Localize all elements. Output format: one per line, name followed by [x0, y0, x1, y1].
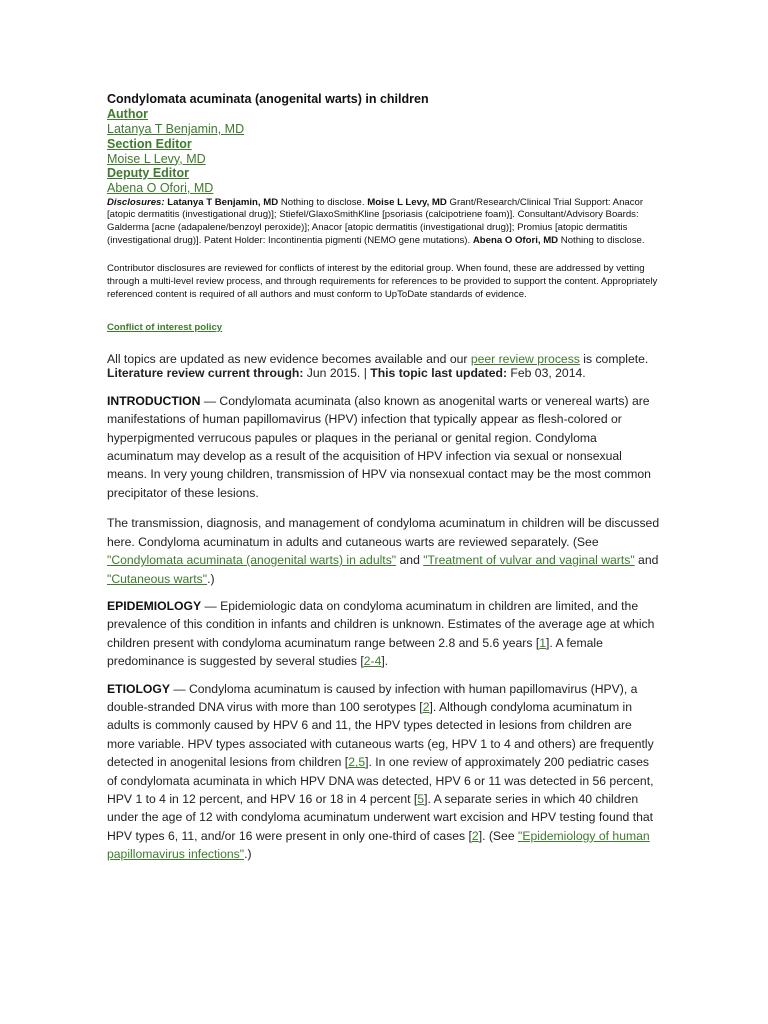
etiology-text-5: ]. (See	[478, 828, 518, 843]
disclosures-label: Disclosures:	[107, 196, 165, 208]
adult-condylomata-link[interactable]: "Condylomata acuminata (anogenital warts) in adults"	[107, 553, 397, 568]
etiology-paragraph	[107, 680, 660, 864]
disclosure-text-2: Grant/Research/Clinical Trial Support: Anacor [atopic dermatitis (investigational drug)]; Stiefel/GlaxoSmithKline [psoriasis (calcipotriene foam)]. Consultant/Advisory Boards: Galderma [acne (adapalene/benzoyl peroxide)]; Anacor [atopic dermatitis (investigational drug)]; Promius [atopic dermatitis (investigational drug)]. Patent Holder: Incontinentia pigmenti (NEMO gene mutations).	[107, 196, 644, 247]
etiology-text-1: — Condyloma acuminatum is caused by infection with human papillomavirus (HPV), a double-stranded DNA virus with more than 100 serotypes [	[107, 681, 638, 714]
vulvar-warts-link[interactable]: "Treatment of vulvar and vaginal warts"	[423, 553, 635, 568]
update-text-end: is complete.	[579, 351, 649, 366]
etiology-ref-4-link[interactable]: 2	[471, 828, 479, 843]
disclosure-name-3: Abena O Ofori, MD	[472, 235, 559, 247]
epidemiology-heading: EPIDEMIOLOGY	[107, 598, 202, 613]
last-updated-label: This topic last updated:	[370, 365, 508, 380]
lit-review-label: Literature review current through:	[107, 365, 304, 380]
epidemiology-ref-1-link[interactable]: 1	[539, 635, 547, 650]
conflict-of-interest-link[interactable]: Conflict of interest policy	[107, 321, 223, 333]
scope-and-1: and	[396, 553, 424, 568]
etiology-heading: ETIOLOGY	[107, 681, 170, 696]
deputy-editor-name-link[interactable]: Abena O Ofori, MD	[107, 181, 214, 195]
introduction-heading: INTRODUCTION	[107, 393, 201, 408]
update-info	[107, 352, 660, 380]
disclosure-text-3: Nothing to disclose.	[558, 235, 645, 247]
etiology-ref-3-link[interactable]: 5	[417, 791, 425, 806]
section-editor-name-link[interactable]: Moise L Levy, MD	[107, 151, 206, 166]
author-heading-link[interactable]: Author	[107, 107, 148, 121]
disclosure-name-1: Latanya T Benjamin, MD	[167, 196, 279, 208]
epidemiology-text-2: ]. A female predominance is suggested by several studies [	[107, 635, 603, 669]
introduction-paragraph	[107, 392, 660, 502]
etiology-text-4: ]. A separate series in which 40 children under the age of 12 with condyloma acuminatum underwent wart excision and HPV testing found that HPV types 6, 11, and/or 16 were present in only one-third of cases [	[107, 791, 654, 843]
epidemiology-ref-2-link[interactable]: 2-4	[363, 654, 382, 669]
hpv-epidemiology-link[interactable]: "Epidemiology of human papillomavirus infections"	[107, 828, 650, 862]
last-updated-value: Feb 03, 2014.	[507, 365, 586, 380]
cutaneous-warts-link[interactable]: "Cutaneous warts"	[107, 571, 208, 586]
contributor-note: Contributor disclosures are reviewed for conflicts of interest by the editorial group. When found, these are addressed by vetting through a multi-level review process, and through requirements for references to be provided to support the content. Appropriately referenced content is required of all authors and must conform to UpToDate standards of evidence.	[107, 263, 658, 300]
lit-review-value: Jun 2015. |	[303, 365, 371, 380]
etiology-text-3: ]. In one review of approximately 200 pediatric cases of condylomata acuminata in which HPV DNA was detected, HPV 6 or 11 was detected in 56 percent, HPV 1 to 4 in 12 percent, and HPV 16 or 18 in 4 percent [	[107, 755, 654, 806]
introduction-text: — Condylomata acuminata (also known as anogenital warts or venereal warts) are manifestations of human papillomavirus (HPV) infection that typically appear as flesh-colored or hyperpigmented verrucous papules or plaques in the perianal or genital region. Condyloma acuminatum may develop as a result of the acquisition of HPV infection via sexual or nonsexual means. In very young children, transmission of HPV via nonsexual contact may be the most common precipitator of these lesions.	[107, 393, 651, 500]
etiology-text-2: ]. Although condyloma acuminatum in adults is commonly caused by HPV 6 and 11, the HPV types detected in lesions from children are more variable. HPV types associated with cutaneous warts (eg, HPV 1 to 4 and others) are frequently detected in anogenital lesions from children [	[107, 699, 654, 770]
section-editor-heading-link[interactable]: Section Editor	[107, 136, 192, 151]
disclosure-name-2: Moise L Levy, MD	[367, 196, 447, 208]
article-title: Condylomata acuminata (anogenital warts) in children	[107, 92, 429, 106]
etiology-ref-2-link[interactable]: 2,5	[348, 755, 366, 770]
deputy-editor-heading-link[interactable]: Deputy Editor	[107, 166, 189, 180]
scope-paragraph	[107, 514, 660, 588]
disclosure-text-1: Nothing to disclose.	[278, 196, 368, 208]
etiology-end: .)	[244, 847, 252, 862]
epidemiology-text-3: ].	[381, 654, 389, 669]
scope-text: The transmission, diagnosis, and management of condyloma acuminatum in children will be discussed here. Condyloma acuminatum in adults and cutaneous warts are reviewed separately. (See	[107, 516, 660, 549]
etiology-ref-1-link[interactable]: 2	[422, 699, 430, 714]
peer-review-link[interactable]: peer review process	[470, 351, 580, 366]
scope-end: .)	[207, 571, 215, 586]
epidemiology-text-1: — Epidemiologic data on condyloma acuminatum in children are limited, and the prevalence of this condition in infants and children is unknown. Estimates of the average age at which children present with condyloma acuminatum range between 2.8 and 5.6 years [	[107, 598, 655, 650]
epidemiology-paragraph	[107, 597, 660, 671]
disclosures	[107, 197, 660, 249]
article	[107, 92, 660, 864]
scope-and-2: and	[634, 553, 659, 568]
author-name-link[interactable]: Latanya T Benjamin, MD	[107, 122, 245, 136]
update-text: All topics are updated as new evidence becomes available and our	[107, 351, 471, 366]
